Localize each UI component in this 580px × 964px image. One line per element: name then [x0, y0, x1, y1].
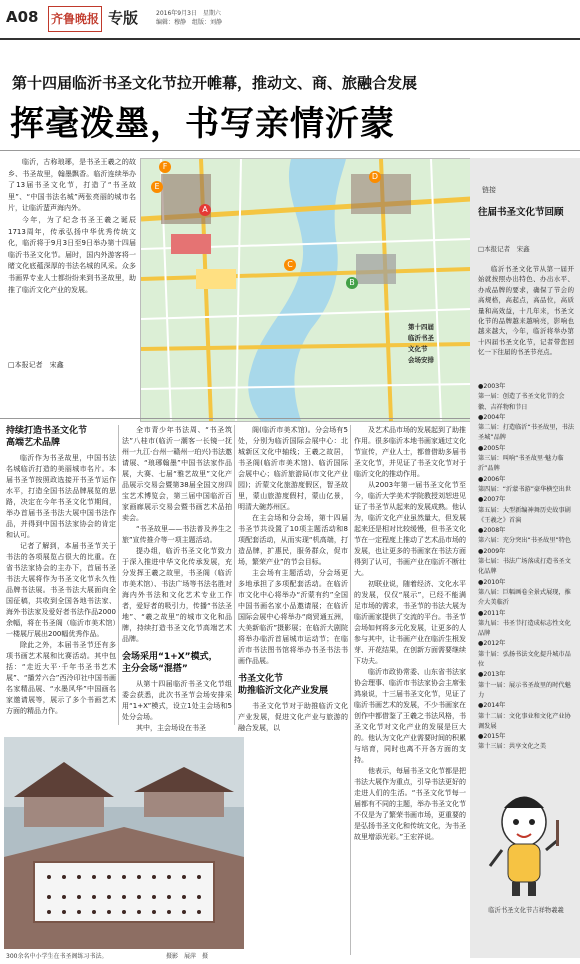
timeline-entry: 第二届：打造临沂“书圣故里，书法圣城”品牌 — [478, 424, 575, 442]
map-caption-line: 会场安排 — [408, 356, 434, 364]
column-3b-text — [238, 701, 348, 734]
timeline-entry: 第十三届：共享文化之美 — [478, 743, 547, 751]
paragraph: 主会场有主题活动，分会场更多地承担了多项配套活动。在临沂市文化中心将举办“沂蒙有约”全国中国书画名家小品邀请展；在临沂国际会展中心将举办“商贸通五洲，大美新临沂”摄影展；在临沂大剧院将举办临沂首届城市运动节；在临沂市书法图书馆将举办书圣书法书画作品展。 — [238, 569, 348, 665]
paragraph: 提办组，临沂书圣文化节致力于深入推进中华文化传承发展，充分发挥王羲之故里，书圣阁（临沂市美术馆）、书法广场等书法名胜对海内外书法和文化艺术专业工作者，爱好者的吸引力，传播“书法圣地”、“羲之故里”的城市文化和品牌，持续打造书圣文化节高端艺术品牌。 — [122, 547, 232, 643]
column-rule — [350, 425, 351, 955]
mascot-graphic — [484, 780, 564, 900]
intro-paragraph: 今年，为了纪念书圣王羲之诞辰1713周年，传承弘扬中华优秀传统文化，临沂将于9月3日至9日举办第十四届临沂书圣文化节。届时，国内外游客将一睹文化底蕴深厚的书法名城的风采。众多书画界专业人士都纷纷来到书圣故里，助推了临沂文化产业的发展。 — [8, 215, 136, 294]
subheading-3 — [238, 673, 348, 697]
paragraph: 阁(临沂市美术馆)。分会场有5处，分别为临沂国际会展中心：北城新区文化中轴线；王羲之故居，书圣阁(临沂市美术馆)、临沂国际会展中心；临沂旅游局(市文化产业园)；沂蒙文化旅游度假区，智圣故里，蒙山旅游度假村，蒙山亿景，明清大碗苏州区。 — [238, 426, 348, 511]
column-2b-text — [122, 679, 232, 734]
timeline-entry: ●2011年 — [478, 609, 506, 617]
section-divider — [0, 418, 470, 419]
subheading-line: 助推临沂文化产业发展 — [238, 686, 329, 696]
map-marker-a: A — [199, 204, 211, 216]
article-byline: □本报记者 宋鑫 — [8, 361, 64, 370]
timeline-entry: 第八届：巨幅画卷全景式展现，推介大美临沂 — [478, 588, 571, 607]
timeline-entry: 第九届：书圣节打造成标志性文化品牌 — [478, 619, 571, 638]
timeline-entry: ●2006年 — [478, 475, 506, 483]
map-marker-b: B — [346, 277, 358, 289]
paragraph: 全市青少年书法周、“书圣筑法”八桂市(临沂一潮客一长镜一抚州一九江·台州一赣州一珀兴)书法邀请展、“琅琊翰墨”中国书法家作品展，大赛、七届“雅艺故里”文化产品展示交易会暨第38届全国文房四宝艺术博览会，第三届中国临沂百家画廊展示交易会暨书画艺术品拍卖会。 — [122, 426, 232, 522]
timeline-entry: ●2015年 — [478, 733, 506, 741]
timeline-entry: 第五届：大型新编神舞历史故事剧《王羲之》首演 — [478, 506, 571, 524]
headline-kicker: 第十四届临沂书圣文化节拉开帷幕，推动文、商、旅融合发展 — [12, 74, 418, 92]
timeline-entry: 第一届：创造了书圣文化节的会徽、吉祥物和节日 — [478, 393, 565, 411]
timeline-entry: 第十二届：文化事业和文化产业协调发展 — [478, 712, 571, 730]
timeline-entry: ●2003年 — [478, 383, 506, 390]
timeline-entry: ●2008年 — [478, 527, 506, 535]
subheading-line: 高端艺术品牌 — [6, 438, 61, 448]
timeline-entry: ●2014年 — [478, 702, 506, 710]
column-2 — [122, 425, 232, 734]
sidebar-timeline — [478, 382, 576, 753]
headline-divider — [0, 150, 580, 151]
header-rule — [0, 38, 580, 40]
mascot-image — [484, 780, 564, 900]
sidebar-title: 往届书圣文化节回顾 — [478, 207, 564, 218]
map-marker-f: F — [159, 161, 171, 173]
timeline-entry: 第四届：“沂蒙书游”豪华横空出世 — [478, 485, 572, 493]
paragraph: “书圣故里——书法普及养生之旅”宣传推介等一项主题活动。 — [122, 525, 232, 544]
timeline-entry: ●2007年 — [478, 496, 506, 504]
paragraph: 临沂市政协常委、山东省书法家协会理事、临沂市书法家协会主席张鸿泉说，十三届书圣文化节，见证了临沂书画艺术的发展，不少书画家在创作中都借鉴了王羲之书法风格，书圣文化节对文化产业的发展是巨大的。他认为文化产业需要时间的积累与培育，同时也离不开各方面的支持。 — [354, 668, 466, 764]
timeline-entry: 第十一届：展示书圣故里的时代魅力 — [478, 681, 571, 699]
paragraph: 临沂书圣文化节从第一届开始就按照办出特色、办出水平、办成品牌的要求，确保了节会的高规格，高起点，高品位，高质量和高效益，十几年来，书圣文化节的品牌越来越响亮，影响也越来越大，今年，临沂将举办第十四届书圣文化节，记者带您回忆一下往届的书圣节亮点。 — [478, 265, 574, 357]
header-meta — [156, 9, 222, 27]
issue-date: 2016年9月3日 星期六 — [156, 10, 221, 17]
sidebar-byline: □本报记者 宋鑫 — [478, 245, 530, 253]
paragraph: 初联业说，随着经济、文化水平的发展，仅仅“展示”，已经不能满足市场的需求，书圣节的书法大展为临沂画家提供了交流的平台。书圣节会场如何将多元化发展，让更多的人参与其中，让书画产业在临沂生根发芽、开花结果，在创新方面需要继续下功夫。 — [354, 580, 466, 665]
photo-caption: 300余名中小学生在书圣阁练习书法。 — [6, 953, 108, 960]
main-headline: 挥毫泼墨，书写亲情沂蒙 — [10, 104, 395, 144]
editor-credits: 编辑：穆静 组版：刘静 — [156, 19, 223, 26]
timeline-entry: ●2005年 — [478, 444, 506, 452]
map-caption-line: 临沂书圣 — [408, 334, 434, 342]
mascot-caption: 临沂书圣文化节吉祥物羲羲 — [488, 907, 564, 914]
paragraph: 记者了解到，本届书圣节关于书法的各项展览占很大的比重。在省书法家协会的主办下，首届书圣书法大展将作为书圣文化节永久性品牌书法展。书圣书法大展面向全国征稿，共收到全国各地书法家、海外书法家及爱好者书法作品2000余幅，将在书圣阁（临沂市美术馆）一楼展厅展出200幅优秀作品。 — [6, 542, 116, 638]
column-4 — [354, 425, 466, 955]
timeline-entry: 第三届：叫响“书圣故里·魅力临沂”品牌 — [478, 455, 564, 473]
subheading-2 — [122, 651, 232, 675]
timeline-entry: ●2010年 — [478, 578, 506, 586]
paragraph: 其中，主会场设在书圣 — [136, 724, 206, 732]
paragraph: 除此之外，本届书圣节还有多项书画艺术展和比赛活动。其中包括：“走近大平·千年书圣书艺术展”、“播芳六合”西泠印社中国书画名家精品展、“水墨风华”中国画名家邀请展等，展示了多个书画艺术方面的精品力作。 — [6, 641, 116, 715]
timeline-entry: 第七届：书法广场落成打造书圣文化品牌 — [478, 558, 571, 576]
timeline-entry: ●2004年 — [478, 413, 506, 421]
paragraph: 在主会场和分会场，第十四届书圣节共设置了10项主题活动和8项配套活动，从而实现“机高端，打造品牌，扩惠民，服务群众，促市场，繁荣产业”的节会目标。 — [238, 514, 348, 566]
subheading-line: 会场采用“1+X”模式， — [122, 652, 218, 662]
subheading-line: 主分会场“混搭” — [122, 664, 188, 674]
timeline-entry: 第十届：弘扬书法文化提升城市品位 — [478, 650, 571, 669]
sidebar-body — [478, 264, 574, 358]
newspaper-logo: 齐鲁晚报 — [48, 6, 102, 32]
column-3 — [238, 425, 348, 734]
timeline-entry: ●2013年 — [478, 671, 506, 679]
section-name: 专版 — [108, 9, 139, 27]
column-4-text — [354, 425, 466, 843]
intro-paragraph: 临沂，古称琅琊，是书圣王羲之的故乡、书圣故里，翰墨飘香。临沂连续举办了13届书圣文化节，打造了“书圣故里”、“中国书法名城”两张亮丽的城市名片，让临沂蜚声海内外。 — [8, 158, 136, 213]
map-marker-c: C — [284, 259, 296, 271]
paragraph: 他表示，每届书圣文化节都是把书法大展作为重点，引导书法更好的走进人们的生活。“书圣文化节每一届都有不同的主题，举办书圣文化节不仅是为了繁荣书画市场，更重要的是弘扬书圣文化和传统文化，为书圣故里增添光彩。”王宏祥说。 — [354, 767, 466, 841]
timeline-entry: ●2009年 — [478, 547, 506, 555]
paragraph: 从第十四届临沂书圣文化节组委会获悉，此次书圣节会场安排采用“1+X”模式，设立1处主会场和5处分会场。 — [122, 680, 232, 721]
map-caption-line: 第十四届 — [408, 323, 434, 331]
column-rule — [234, 425, 235, 725]
timeline-entry: ●2012年 — [478, 640, 506, 648]
map-caption — [408, 322, 434, 366]
map-marker-d: D — [369, 171, 381, 183]
timeline-entry: 第六届：充分突出“书圣故里”特色 — [478, 537, 572, 545]
photo-credit: 摄影 展萍 摄 — [166, 953, 209, 960]
subheading-line: 书圣文化节 — [238, 674, 284, 684]
subheading-1 — [6, 425, 116, 449]
paragraph: 书圣文化节对于助推临沂文化产业发展，促进文化产业与旅游的融合发展，以 — [238, 702, 348, 732]
map-graphic — [141, 159, 471, 421]
photo-graphic — [4, 737, 244, 949]
column-2-text — [122, 425, 232, 645]
column-rule — [118, 425, 119, 725]
column-1 — [6, 425, 116, 717]
sidebar-tag: 链接 — [482, 186, 496, 194]
column-3-text — [238, 425, 348, 667]
paragraph: 临沂作为书圣故里，中国书法名城临沂打造的美丽城市名片。本届书圣节按照政选接开书圣节运作水平，打造全国书法品牌展览的思路，决定在今年书圣文化节期间，举办首届书圣书法大展中国书法作品，并得到中国书法家协会的肯定和认可。 — [6, 454, 116, 539]
intro-text — [8, 157, 136, 372]
map-caption-line: 文化节 — [408, 345, 428, 353]
venue-map — [140, 158, 472, 422]
subheading-line: 持续打造书圣文化节 — [6, 426, 88, 436]
paragraph: 从2003年第一届书圣文化节至今，临沂大学美术学院教授刘恕进见证了书圣节从起来的发展成熟。他认为，临沂文化产业虽然量大，但发展起来还是相对比较缓慢，但书圣文化节在一定程度上推动了艺术品市场的发展，也让更多的书画家在书法方面得到了认可，书画产业在临沂不断壮大。 — [354, 481, 466, 577]
event-photo — [4, 737, 244, 949]
column-1-text — [6, 453, 116, 717]
page-number: A08 — [6, 8, 39, 26]
map-marker-e: E — [151, 181, 163, 193]
paragraph: 及艺术品市场的发展起到了助推作用。很多临沂本地书画家通过文化节宣传，产业人士，都曾借助多届书圣文化节，并见证了书圣文化节对于临沂文化的推动作用。 — [354, 426, 466, 478]
